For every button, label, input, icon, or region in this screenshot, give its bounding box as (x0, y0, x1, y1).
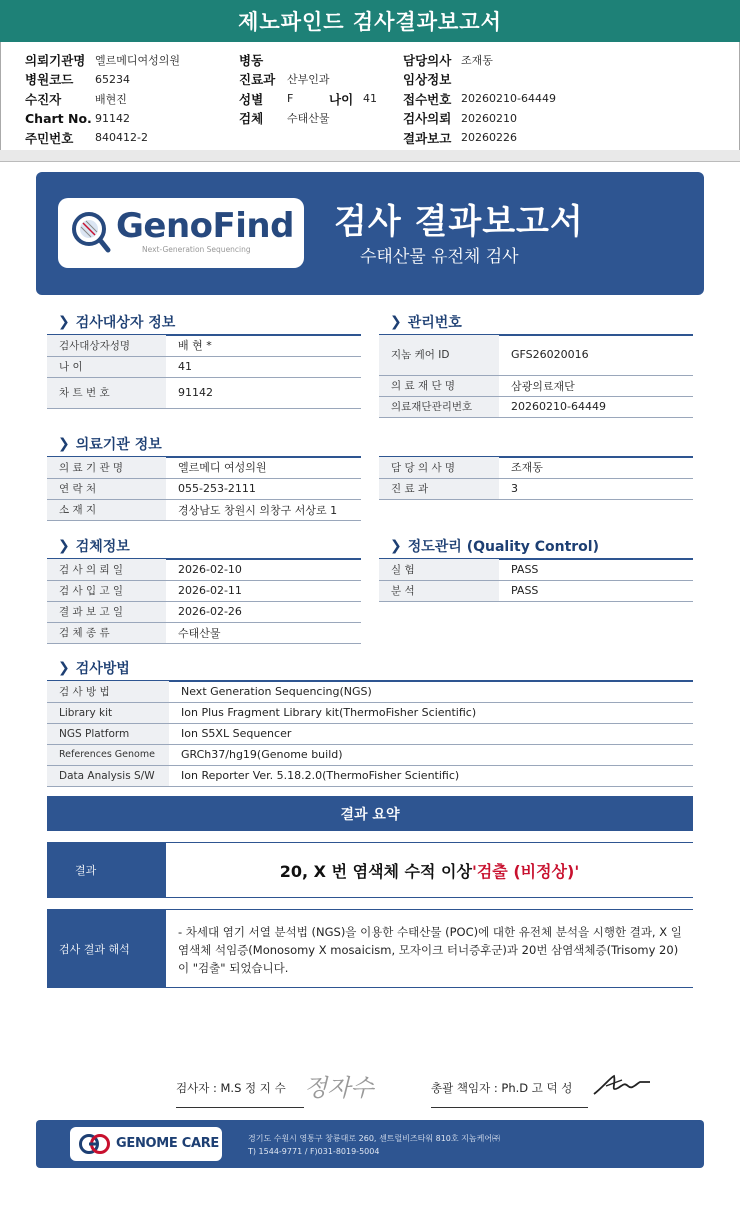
table-row (379, 559, 693, 580)
table-row (379, 478, 693, 499)
patient-header (0, 42, 740, 160)
logo-text: GenoFind (116, 206, 294, 246)
table-value: 3 (499, 478, 693, 499)
table-row (47, 723, 693, 744)
summary-bar (47, 796, 693, 831)
section-specimen-title (58, 536, 130, 556)
table-value: Ion Plus Fragment Library kit(ThermoFisher Scientific) (169, 702, 693, 723)
table-value: 경상남도 창원시 의창구 서상로 1 (166, 499, 361, 520)
table-row (47, 457, 361, 478)
table-value: 배 현 * (166, 335, 361, 356)
header-shade (0, 150, 740, 162)
table-key: References Genome (47, 744, 169, 765)
header-label: 임상정보 (403, 72, 452, 88)
header-value: 20260226 (461, 131, 517, 145)
specimen-table (47, 559, 361, 644)
table-value: PASS (499, 559, 693, 580)
table-key: 나 이 (47, 356, 166, 377)
table-row (47, 335, 361, 356)
chevron-right-icon: ❯ (58, 314, 70, 330)
section-title-text: 관리번호 (407, 315, 462, 331)
table-key: 지놈 케어 ID (379, 335, 499, 375)
table-key: 실 험 (379, 559, 499, 580)
header-value: 수태산물 (287, 112, 330, 126)
chief-name: 총괄 책임자 : Ph.D 고 덕 성 (431, 1081, 573, 1095)
table-value: 수태산물 (166, 622, 361, 643)
table-key: 의료재단관리번호 (379, 396, 499, 417)
subject-table (47, 335, 361, 409)
table-value: GRCh37/hg19(Genome build) (169, 744, 693, 765)
table-value: 2026-02-10 (166, 559, 361, 580)
signature-line (431, 1107, 588, 1108)
genome-care-logo (70, 1127, 222, 1161)
header-label: 주민번호 (25, 130, 74, 146)
header-value: 엘르메디여성의원 (95, 53, 181, 67)
header-label: 성별 (239, 91, 264, 107)
header-label: 의뢰기관명 (25, 52, 86, 68)
age-value: 41 (363, 92, 377, 106)
section-method-title (58, 658, 130, 678)
result-label (47, 842, 166, 898)
table-row (379, 335, 693, 375)
table-value: 2026-02-11 (166, 580, 361, 601)
table-value: 2026-02-26 (166, 601, 361, 622)
section-title-text: 검사방법 (75, 661, 130, 677)
section-title-text: 검체정보 (75, 539, 130, 555)
table-row (47, 744, 693, 765)
header-value: 840412-2 (95, 131, 148, 145)
header-value: 산부인과 (287, 73, 330, 87)
institution-table (47, 457, 361, 521)
interpretation-label (47, 909, 166, 988)
chevron-right-icon: ❯ (58, 436, 70, 452)
result-flag: '검출 (비정상)' (471, 861, 580, 881)
table-row (47, 580, 361, 601)
header-label: 수진자 (25, 91, 62, 107)
table-row (47, 377, 361, 408)
header-value: 배현진 (95, 92, 127, 106)
table-row (379, 457, 693, 478)
table-value: 삼광의료재단 (499, 375, 693, 396)
section-institution-title (58, 434, 162, 454)
header-value: 20260210 (461, 111, 517, 125)
document-title: 제노파인드 검사결과보고서 (238, 10, 502, 34)
table-key: 담 당 의 사 명 (379, 457, 499, 478)
chevron-right-icon: ❯ (390, 314, 402, 330)
header-label: 결과보고 (403, 130, 452, 146)
header-label: Chart No. (25, 110, 92, 126)
result-main-text: 20, X 번 염색체 수적 이상 (279, 861, 472, 881)
header-label: 병동 (239, 52, 264, 68)
header-value: 조재동 (461, 53, 493, 67)
section-title-text: 정도관리 (Quality Control) (407, 539, 599, 555)
footer-phone-line: T) 1544-9771 / F)031-8019-5004 (248, 1147, 380, 1156)
table-key: 분 석 (379, 580, 499, 601)
report-title: 검사 결과보고서 (334, 202, 584, 242)
summary-title: 결과 요약 (340, 806, 400, 823)
table-value: 조재동 (499, 457, 693, 478)
footer-logo-text: GENOME CARE (116, 1136, 220, 1151)
table-value: 41 (166, 356, 361, 377)
table-key: 검 사 입 고 일 (47, 580, 166, 601)
table-row (47, 601, 361, 622)
section-title-text: 의료기관 정보 (75, 437, 162, 453)
header-value: 20260210-64449 (461, 92, 556, 106)
age-label: 나이 (329, 91, 354, 107)
table-row (47, 702, 693, 723)
table-row (47, 478, 361, 499)
header-value: 65234 (95, 72, 130, 86)
table-key: 진 료 과 (379, 478, 499, 499)
table-key: 검 체 종 류 (47, 622, 166, 643)
table-row (47, 765, 693, 786)
method-table (47, 681, 693, 787)
result-text (166, 842, 693, 898)
header-value: F (287, 92, 294, 106)
table-key: 의 료 기 관 명 (47, 457, 166, 478)
section-mgmt-title (390, 312, 462, 332)
section-title-text: 검사대상자 정보 (75, 315, 176, 331)
logo-subtext: Next-Generation Sequencing (142, 245, 251, 254)
table-row (379, 580, 693, 601)
table-key: 검 사 의 뢰 일 (47, 559, 166, 580)
header-value: 91142 (95, 111, 130, 125)
section-qc-title (390, 536, 599, 556)
table-key: NGS Platform (47, 723, 169, 744)
table-value: Ion S5XL Sequencer (169, 723, 693, 744)
tester-name: 검사자 : M.S 정 지 수 (176, 1081, 286, 1095)
signature-line (176, 1107, 304, 1108)
table-row (47, 622, 361, 643)
table-key: Data Analysis S/W (47, 765, 169, 786)
table-value: Ion Reporter Ver. 5.18.2.0(ThermoFisher Scientific) (169, 765, 693, 786)
table-row (47, 681, 693, 702)
header-label: 담당의사 (403, 52, 452, 68)
chevron-right-icon: ❯ (58, 538, 70, 554)
header-label: 진료과 (239, 72, 276, 88)
table-key: Library kit (47, 702, 169, 723)
table-key: 의 료 재 단 명 (379, 375, 499, 396)
chevron-right-icon: ❯ (58, 660, 70, 676)
chief-signature-icon (592, 1072, 652, 1100)
tester-signature: 정자수 (304, 1074, 374, 1102)
result-label-text: 결과 (75, 864, 97, 877)
table-key: 검 사 방 법 (47, 681, 169, 702)
report-banner (36, 172, 704, 295)
table-value: Next Generation Sequencing(NGS) (169, 681, 693, 702)
header-label: 병원코드 (25, 72, 74, 88)
section-subject-title (58, 312, 175, 332)
table-key: 결 과 보 고 일 (47, 601, 166, 622)
header-col-2 (239, 50, 377, 128)
table-key: 연 락 처 (47, 478, 166, 499)
table-row (47, 559, 361, 580)
table-value: 엘르메디 여성의원 (166, 457, 361, 478)
report-subtitle: 수태산물 유전체 검사 (360, 247, 519, 267)
table-row (47, 356, 361, 377)
table-key: 차 트 번 호 (47, 377, 166, 408)
table-value: 91142 (166, 377, 361, 408)
document-title-banner (0, 0, 740, 42)
table-value: GFS26020016 (499, 335, 693, 375)
header-label: 접수번호 (403, 91, 452, 107)
header-label: 검체 (239, 111, 264, 127)
table-key: 소 재 지 (47, 499, 166, 520)
magnifier-icon (70, 210, 112, 256)
header-label: 검사의뢰 (403, 111, 452, 127)
header-col-3 (403, 50, 556, 148)
table-row (47, 499, 361, 520)
interpretation-text: - 차세대 염기 서열 분석법 (NGS)을 이용한 수태산물 (POC)에 대한 유전체 분석을 시행한 결과, X 일염색체 석임증(Monosomy X mosaicism, 모자이크 터너증후군)과 20번 삼염색체증(Trisomy 20)이 "검출" 되었습니다. (178, 925, 682, 975)
genofind-logo (58, 198, 304, 268)
table-key: 검사대상자성명 (47, 335, 166, 356)
chevron-right-icon: ❯ (390, 538, 402, 554)
footer-address-line: 경기도 수원시 영통구 창룡대로 260, 센트럴비즈타워 810호 지놈케어㈜ (248, 1134, 501, 1143)
qc-table (379, 559, 693, 602)
institution-right-table (379, 457, 693, 500)
footer (36, 1120, 704, 1168)
header-col-1 (25, 50, 180, 148)
table-row (379, 396, 693, 417)
mgmt-table (379, 335, 693, 418)
table-row (379, 375, 693, 396)
footer-address (248, 1132, 500, 1158)
interpretation-label-text: 검사 결과 해석 (59, 942, 130, 956)
table-value: PASS (499, 580, 693, 601)
genome-care-logo-icon (78, 1133, 112, 1155)
table-value: 20260210-64449 (499, 396, 693, 417)
table-value: 055-253-2111 (166, 478, 361, 499)
